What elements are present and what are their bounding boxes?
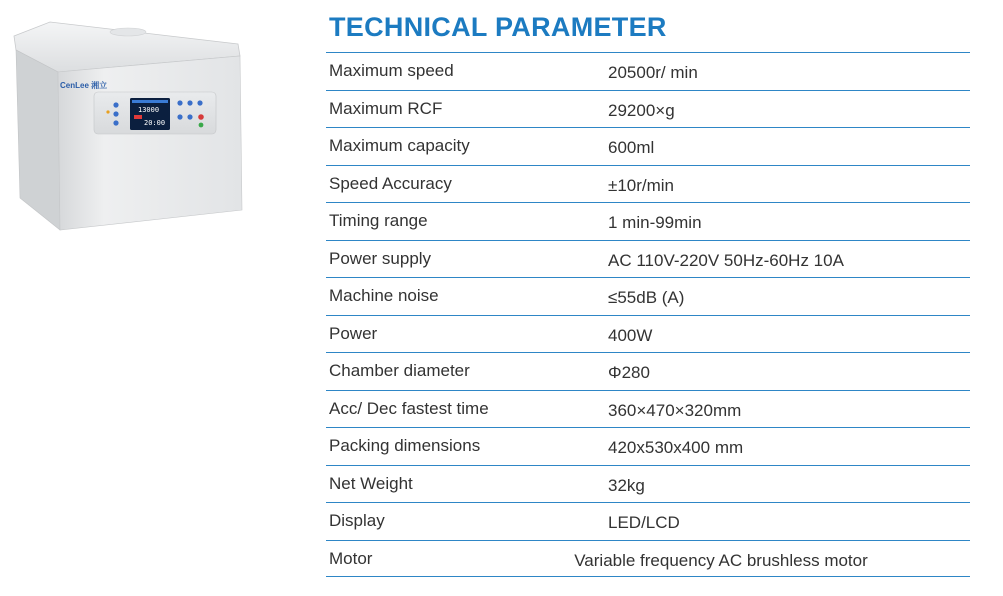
spec-row <box>326 315 970 353</box>
page-title: TECHNICAL PARAMETER <box>329 12 667 42</box>
spec-row <box>326 165 970 203</box>
spec-table <box>326 52 970 577</box>
spec-row <box>326 427 970 465</box>
spec-label: Timing range <box>329 211 428 230</box>
spec-label: Net Weight <box>329 473 413 493</box>
spec-value: Variable frequency AC brushless motor <box>574 550 868 570</box>
spec-row <box>326 540 970 578</box>
spec-label: Speed Accuracy <box>329 173 452 193</box>
spec-label: Maximum capacity <box>329 136 470 155</box>
spec-row <box>326 465 970 503</box>
spec-row <box>326 127 970 165</box>
spec-value: 600ml <box>608 138 655 157</box>
spec-label: Motor <box>329 548 373 568</box>
spec-label: Power supply <box>329 248 432 268</box>
spec-label: Display <box>329 511 385 530</box>
spec-row <box>326 502 970 540</box>
spec-row <box>326 202 970 240</box>
spec-row <box>326 277 970 315</box>
brand-logo: CenLee 湘立 <box>60 81 108 90</box>
spec-row <box>326 390 970 428</box>
spec-value: 29200×g <box>608 100 675 120</box>
spec-row <box>326 52 970 90</box>
spec-value: 420x530x400 mm <box>608 438 744 457</box>
centrifuge-image <box>8 14 248 236</box>
spec-value: ≤55dB (A) <box>608 288 685 307</box>
spec-value: ±10r/min <box>608 175 675 195</box>
spec-label: Acc/ Dec fastest time <box>329 398 489 418</box>
spec-value: 1 min-99min <box>608 213 702 232</box>
spec-label: Maximum RCF <box>329 98 443 118</box>
spec-value: Φ280 <box>608 363 650 382</box>
spec-label: Machine noise <box>329 286 439 305</box>
spec-row <box>326 90 970 128</box>
screen-time: 20:00 <box>144 119 166 127</box>
screen-speed: 13000 <box>138 106 160 114</box>
spec-value: 32kg <box>608 475 645 495</box>
spec-value: 400W <box>608 325 653 345</box>
spec-label: Chamber diameter <box>329 361 470 380</box>
spec-value: 360×470×320mm <box>608 400 742 420</box>
spec-row <box>326 240 970 278</box>
spec-value: AC 110V-220V 50Hz-60Hz 10A <box>608 250 844 270</box>
spec-row <box>326 352 970 390</box>
spec-label: Packing dimensions <box>329 436 481 455</box>
spec-label: Maximum speed <box>329 61 454 80</box>
spec-value: LED/LCD <box>608 513 680 532</box>
spec-label: Power <box>329 323 378 343</box>
spec-value: 20500r/ min <box>608 63 698 82</box>
